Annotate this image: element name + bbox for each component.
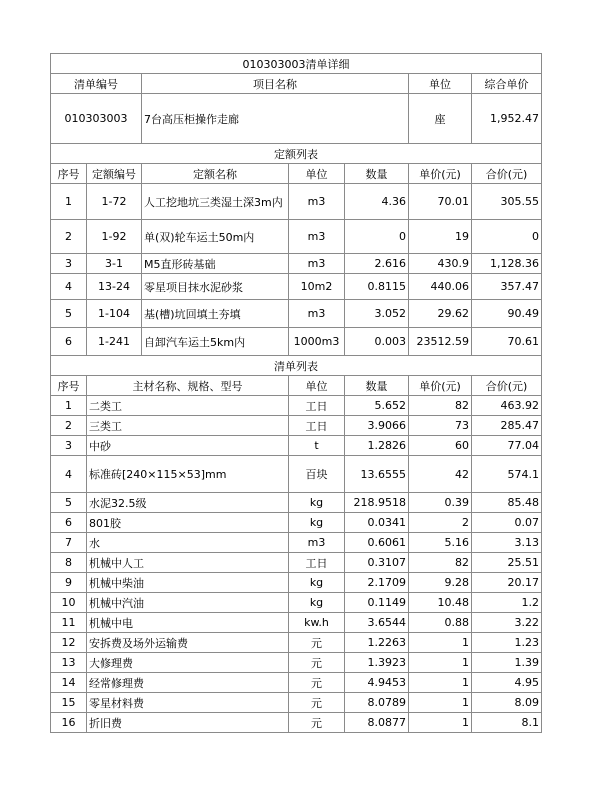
material-total: 1.2 [472,593,542,613]
material-row [51,653,542,673]
material-price: 0.88 [409,613,472,633]
material-price: 1 [409,713,472,733]
material-name: 水 [87,533,289,553]
material-total: 77.04 [472,436,542,456]
material-total: 8.09 [472,693,542,713]
price-header: 综合单价 [472,74,542,94]
quota-header-row [51,164,542,184]
material-row [51,553,542,573]
material-price: 9.28 [409,573,472,593]
item-name: 7台高压柜操作走廊 [142,94,409,144]
material-seq: 4 [51,456,87,493]
material-name: 二类工 [87,396,289,416]
material-price: 1 [409,653,472,673]
quota-code-header: 定额编号 [87,164,142,184]
material-name: 机械中柴油 [87,573,289,593]
material-seq: 9 [51,573,87,593]
material-price: 42 [409,456,472,493]
material-price: 1 [409,693,472,713]
item-price: 1,952.47 [472,94,542,144]
material-qty: 218.9518 [345,493,409,513]
material-name: 机械中人工 [87,553,289,573]
material-total: 285.47 [472,416,542,436]
quota-section-row [51,144,542,164]
material-seq: 2 [51,416,87,436]
material-total: 574.1 [472,456,542,493]
quota-name: 零星项目抹水泥砂浆 [142,274,289,300]
material-qty: 3.9066 [345,416,409,436]
material-unit: 元 [289,633,345,653]
material-row [51,513,542,533]
material-qty: 4.9453 [345,673,409,693]
material-seq: 13 [51,653,87,673]
material-row [51,493,542,513]
quota-seq: 1 [51,184,87,220]
material-total: 4.95 [472,673,542,693]
quota-seq-header: 序号 [51,164,87,184]
material-price: 10.48 [409,593,472,613]
material-qty: 2.1709 [345,573,409,593]
item-unit: 座 [409,94,472,144]
quota-name: 单(双)轮车运土50m内 [142,220,289,254]
material-price: 1 [409,633,472,653]
quota-qty: 4.36 [345,184,409,220]
material-total: 463.92 [472,396,542,416]
quota-unit: 1000m3 [289,328,345,356]
material-total: 3.13 [472,533,542,553]
material-seq: 5 [51,493,87,513]
material-total: 85.48 [472,493,542,513]
material-unit: 工日 [289,396,345,416]
material-unit: kg [289,593,345,613]
quota-seq: 4 [51,274,87,300]
material-price: 0.39 [409,493,472,513]
material-seq: 14 [51,673,87,693]
material-price: 1 [409,673,472,693]
item-row [51,94,542,144]
material-seq: 3 [51,436,87,456]
quota-row [51,184,542,220]
material-seq: 6 [51,513,87,533]
material-unit: 元 [289,693,345,713]
quota-total-header: 合价(元) [472,164,542,184]
quota-seq: 3 [51,254,87,274]
material-total: 1.23 [472,633,542,653]
quota-price-header: 单价(元) [409,164,472,184]
quota-name: 基(槽)坑回填土夯填 [142,300,289,328]
material-unit: 工日 [289,416,345,436]
material-price: 82 [409,553,472,573]
quota-qty-header: 数量 [345,164,409,184]
bill-detail-table [50,53,542,733]
material-name: 经常修理费 [87,673,289,693]
material-name: 大修理费 [87,653,289,673]
quota-name: 自卸汽车运土5km内 [142,328,289,356]
material-qty: 0.6061 [345,533,409,553]
unit-header: 单位 [409,74,472,94]
material-total: 8.1 [472,713,542,733]
material-row [51,713,542,733]
quota-price: 440.06 [409,274,472,300]
material-row [51,633,542,653]
quota-code: 1-92 [87,220,142,254]
quota-code: 1-72 [87,184,142,220]
quota-row [51,220,542,254]
material-total: 3.22 [472,613,542,633]
material-unit: 元 [289,673,345,693]
material-seq: 11 [51,613,87,633]
material-unit: 百块 [289,456,345,493]
quota-total: 90.49 [472,300,542,328]
quota-qty: 0.8115 [345,274,409,300]
quota-total: 1,128.36 [472,254,542,274]
quota-name: 人工挖地坑三类湿土深3m内 [142,184,289,220]
materials-section-title: 清单列表 [51,356,542,376]
material-qty: 8.0789 [345,693,409,713]
material-name: 安拆费及场外运输费 [87,633,289,653]
quota-unit-header: 单位 [289,164,345,184]
material-name: 水泥32.5级 [87,493,289,513]
material-unit: 元 [289,713,345,733]
quota-code: 3-1 [87,254,142,274]
code-header: 清单编号 [51,74,142,94]
materials-seq-header: 序号 [51,376,87,396]
material-row [51,436,542,456]
material-qty: 1.2826 [345,436,409,456]
title-row [51,54,542,74]
material-qty: 13.6555 [345,456,409,493]
quota-row [51,328,542,356]
materials-header-row [51,376,542,396]
material-seq: 10 [51,593,87,613]
quota-price: 430.9 [409,254,472,274]
material-qty: 0.1149 [345,593,409,613]
material-row [51,533,542,553]
material-name: 机械中汽油 [87,593,289,613]
quota-total: 70.61 [472,328,542,356]
material-price: 60 [409,436,472,456]
materials-name-header: 主材名称、规格、型号 [87,376,289,396]
material-name: 三类工 [87,416,289,436]
quota-code: 1-104 [87,300,142,328]
quota-seq: 6 [51,328,87,356]
material-unit: m3 [289,533,345,553]
material-row [51,396,542,416]
material-total: 1.39 [472,653,542,673]
material-row [51,693,542,713]
quota-unit: m3 [289,254,345,274]
material-total: 25.51 [472,553,542,573]
material-row [51,613,542,633]
quota-name: M5直形砖基础 [142,254,289,274]
material-seq: 1 [51,396,87,416]
material-name: 标准砖[240×115×53]mm [87,456,289,493]
quota-name-header: 定额名称 [142,164,289,184]
material-row [51,416,542,436]
quota-qty: 0 [345,220,409,254]
quota-price: 23512.59 [409,328,472,356]
material-row [51,673,542,693]
materials-qty-header: 数量 [345,376,409,396]
material-unit: 元 [289,653,345,673]
quota-row [51,254,542,274]
quota-unit: m3 [289,220,345,254]
material-qty: 3.6544 [345,613,409,633]
quota-seq: 5 [51,300,87,328]
quota-code: 1-241 [87,328,142,356]
material-unit: 工日 [289,553,345,573]
material-price: 5.16 [409,533,472,553]
material-qty: 1.3923 [345,653,409,673]
quota-qty: 3.052 [345,300,409,328]
material-price: 82 [409,396,472,416]
material-name: 折旧费 [87,713,289,733]
page-title: 010303003清单详细 [51,54,542,74]
quota-section-title: 定额列表 [51,144,542,164]
materials-unit-header: 单位 [289,376,345,396]
quota-code: 13-24 [87,274,142,300]
material-seq: 8 [51,553,87,573]
material-qty: 5.652 [345,396,409,416]
quota-total: 357.47 [472,274,542,300]
material-total: 20.17 [472,573,542,593]
quota-unit: m3 [289,300,345,328]
quota-row [51,300,542,328]
material-qty: 0.0341 [345,513,409,533]
quota-unit: m3 [289,184,345,220]
material-unit: kg [289,513,345,533]
material-seq: 7 [51,533,87,553]
quota-price: 29.62 [409,300,472,328]
material-unit: kg [289,493,345,513]
quota-price: 19 [409,220,472,254]
quota-seq: 2 [51,220,87,254]
material-total: 0.07 [472,513,542,533]
table-body [51,54,542,733]
quota-total: 0 [472,220,542,254]
material-seq: 15 [51,693,87,713]
material-row [51,593,542,613]
quota-row [51,274,542,300]
materials-section-row [51,356,542,376]
material-name: 机械中电 [87,613,289,633]
material-unit: kg [289,573,345,593]
material-row [51,573,542,593]
material-unit: t [289,436,345,456]
material-price: 73 [409,416,472,436]
name-header: 项目名称 [142,74,409,94]
materials-total-header: 合价(元) [472,376,542,396]
quota-unit: 10m2 [289,274,345,300]
item-header-row [51,74,542,94]
material-price: 2 [409,513,472,533]
material-qty: 8.0877 [345,713,409,733]
quota-qty: 0.003 [345,328,409,356]
material-qty: 0.3107 [345,553,409,573]
materials-price-header: 单价(元) [409,376,472,396]
item-code: 010303003 [51,94,142,144]
material-unit: kw.h [289,613,345,633]
material-seq: 16 [51,713,87,733]
quota-qty: 2.616 [345,254,409,274]
material-row [51,456,542,493]
material-name: 零星材料费 [87,693,289,713]
material-name: 801胶 [87,513,289,533]
quota-total: 305.55 [472,184,542,220]
material-name: 中砂 [87,436,289,456]
material-seq: 12 [51,633,87,653]
quota-price: 70.01 [409,184,472,220]
material-qty: 1.2263 [345,633,409,653]
